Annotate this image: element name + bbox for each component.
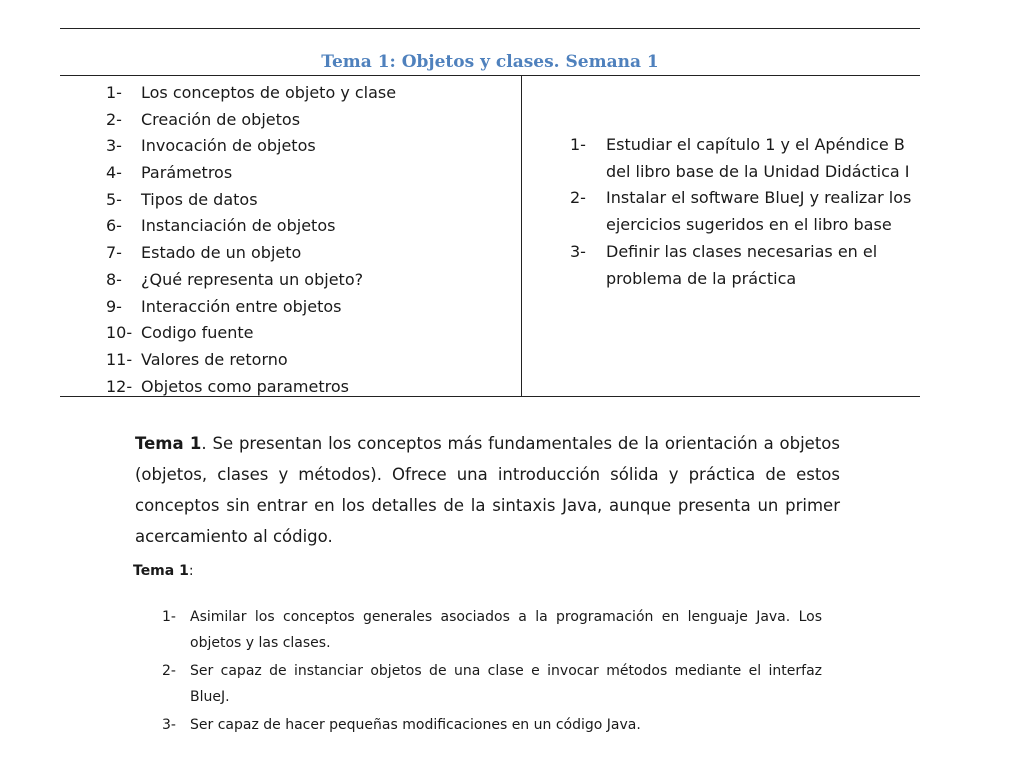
topic-item	[106, 347, 396, 374]
task-text: Definir las clases necesarias en el problema de la práctica	[606, 241, 878, 288]
task-list	[570, 132, 916, 292]
objective-text: Asimilar los conceptos generales asociados a la programación en lenguaje Java. Los objetos y las clases.	[190, 609, 822, 651]
intro-paragraph	[135, 428, 840, 552]
task-number: 2-	[570, 188, 586, 208]
task-item	[570, 132, 916, 185]
topics-table	[60, 75, 920, 397]
objective-item	[162, 712, 822, 738]
objective-item	[162, 658, 822, 710]
topic-item	[106, 107, 396, 134]
task-text: Estudiar el capítulo 1 y el Apéndice B del libro base de la Unidad Didáctica I	[606, 135, 910, 181]
objectives-list	[162, 604, 822, 740]
objective-number: 3-	[162, 717, 176, 733]
topic-text: Instanciación de objetos	[141, 216, 336, 236]
task-number: 3-	[570, 241, 586, 261]
topic-text: Creación de objetos	[141, 109, 301, 129]
topic-text: Estado de un objeto	[141, 243, 302, 263]
section-title: Tema 1: Objetos y clases. Semana 1	[321, 52, 659, 72]
topic-item	[106, 320, 396, 347]
objective-text: Ser capaz de hacer pequeñas modificaciones en un código Java.	[190, 717, 641, 733]
task-text: Instalar el software BlueJ y realizar los ejercicios sugeridos en el libro base	[606, 188, 912, 235]
topic-number: 1-	[106, 83, 122, 102]
objectives-label: Tema 1	[133, 563, 189, 579]
topic-number: 3-	[106, 136, 122, 156]
topic-number: 8-	[106, 269, 122, 289]
topic-number: 2-	[106, 109, 122, 129]
topic-text: Codigo fuente	[141, 323, 254, 343]
topic-item	[106, 133, 396, 160]
topic-text: Invocación de objetos	[141, 136, 316, 156]
topic-number: 5-	[106, 189, 122, 209]
topic-text: Tipos de datos	[141, 189, 258, 209]
topic-item	[106, 267, 396, 294]
objective-item	[162, 604, 822, 656]
objectives-heading	[133, 563, 194, 579]
topic-text: Valores de retorno	[141, 349, 288, 369]
objectives-suffix: :	[188, 563, 194, 579]
topic-number: 4-	[106, 163, 122, 183]
tasks-column	[522, 76, 920, 396]
topic-number: 6-	[106, 216, 122, 236]
topic-text: Los conceptos de objeto y clase	[141, 83, 397, 102]
objective-number: 2-	[162, 663, 176, 679]
topic-number: 12-	[106, 376, 133, 396]
topic-item	[106, 187, 396, 214]
topics-column	[60, 76, 522, 396]
topic-item	[106, 160, 396, 187]
topic-text: Objetos como parametros	[141, 376, 349, 396]
topic-number: 10-	[106, 323, 133, 343]
topic-item	[106, 294, 396, 321]
task-item	[570, 185, 916, 238]
intro-label: Tema 1	[135, 434, 202, 453]
topic-list	[106, 80, 396, 400]
topic-item	[106, 374, 396, 401]
intro-text: . Se presentan los conceptos más fundamentales de la orientación a objetos (objetos, clases y métodos). Ofrece una introducción sólida y práctica de estos conceptos sin entrar en los detalles de la sintaxis Java, aunque presenta un primer acercamiento al código.	[135, 434, 840, 546]
objective-number: 1-	[162, 609, 176, 625]
topic-text: Interacción entre objetos	[141, 296, 342, 316]
topic-text: ¿Qué representa un objeto?	[141, 269, 364, 289]
topic-number: 11-	[106, 349, 133, 369]
topic-item	[106, 213, 396, 240]
topic-number: 7-	[106, 243, 122, 263]
objective-text: Ser capaz de instanciar objetos de una clase e invocar métodos mediante el interfaz BlueJ.	[190, 663, 822, 705]
task-number: 1-	[570, 135, 586, 154]
top-rule	[60, 28, 920, 29]
topic-text: Parámetros	[141, 163, 233, 183]
topic-item	[106, 80, 396, 107]
topic-number: 9-	[106, 296, 122, 316]
topic-item	[106, 240, 396, 267]
task-item	[570, 239, 916, 292]
